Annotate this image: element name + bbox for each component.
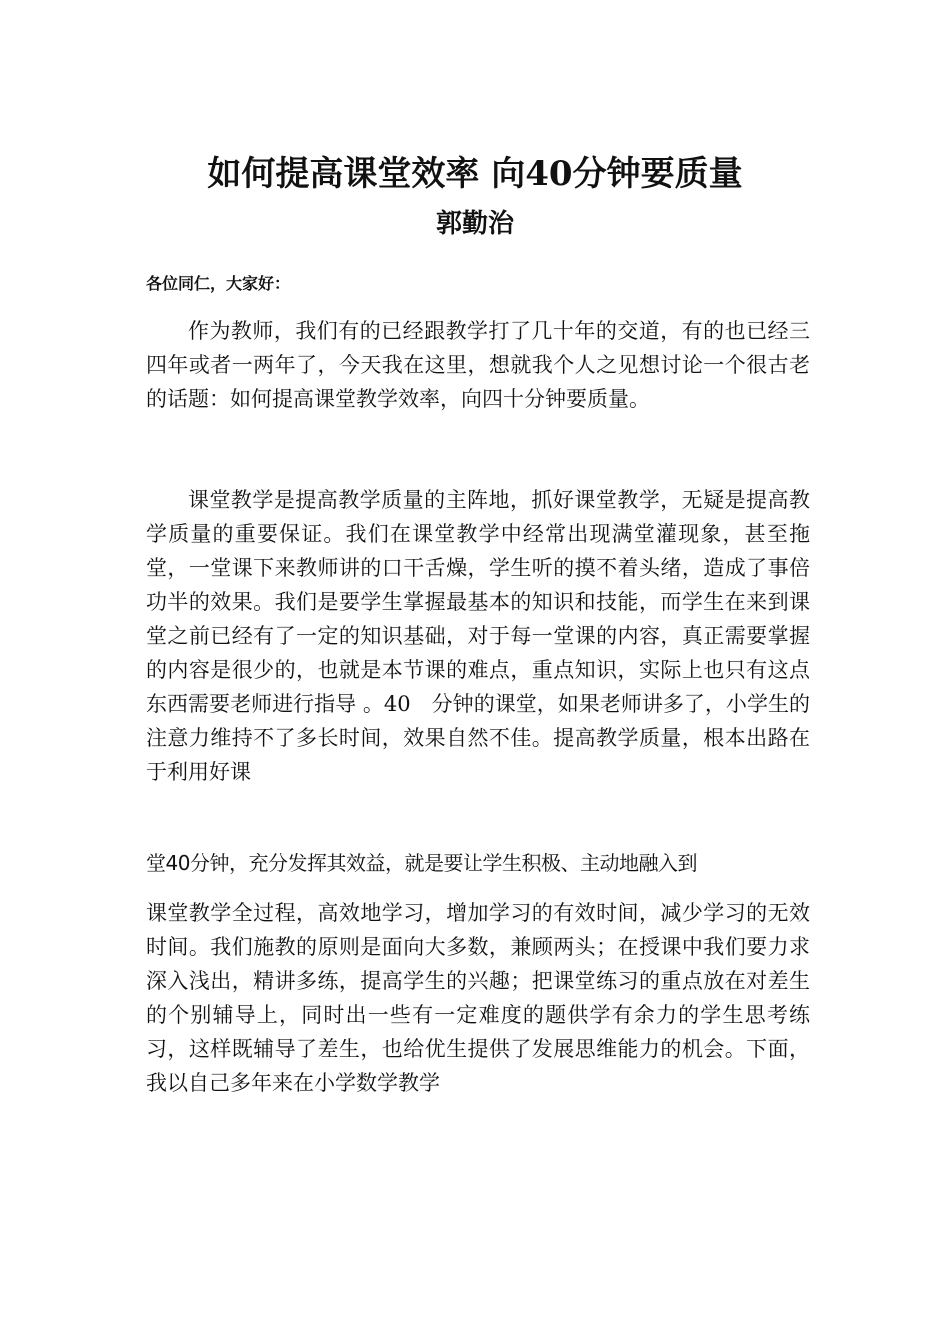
paragraph-3: 堂40分钟，充分发挥其效益，就是要让学生积极、主动地融入到 xyxy=(146,851,697,875)
paragraph-4: 课堂教学全过程，高效地学习，增加学习的有效时间，减少学习的无效时间。我们施教的原则是面向大多数，兼顾两头；在授课中我们要力求深入浅出，精讲多练，提高学生的兴趣；把课堂练习的重点放在对差生的个别辅导上，同时出一些有一定难度的题供学有余力的学生思考练习，这样既辅导了差生，也给优生提供了发展思维能力的机会。下面，我以自己多年来在小学数学教学 xyxy=(146,901,810,1095)
paragraph-2: 课堂教学是提高教学质量的主阵地，抓好课堂教学，无疑是提高教学质量的重要保证。我们在课堂教学中经常出现满堂灌现象，甚至拖堂，一堂课下来教师讲的口干舌燥，学生听的摸不着头绪，造成了事倍功半的效果。我们是要学生掌握最基本的知识和技能，而学生在来到课堂之前已经有了一定的知识基础，对于每一堂课的内容，真正需要掌握的内容是很少的，也就是本节课的难点，重点知识，实际上也只有这点东西需要老师进行指导 。40 分钟的课堂，如果老师讲多了，小学生的注意力维持不了多长时间，效果自然不佳。提高教学质量，根本出路在于利用好课 xyxy=(146,488,810,784)
document-title: 如何提高课堂效率 向40分钟要质量 xyxy=(207,154,743,194)
greeting: 各位同仁，大家好： xyxy=(146,274,291,293)
author-name: 郭勤治 xyxy=(435,209,514,239)
paragraph-1: 作为教师，我们有的已经跟教学打了几十年的交道，有的也已经三四年或者一两年了，今天我在这里，想就我个人之见想讨论一个很古老的话题：如何提高课堂教学效率，向四十分钟要质量。 xyxy=(146,319,810,411)
